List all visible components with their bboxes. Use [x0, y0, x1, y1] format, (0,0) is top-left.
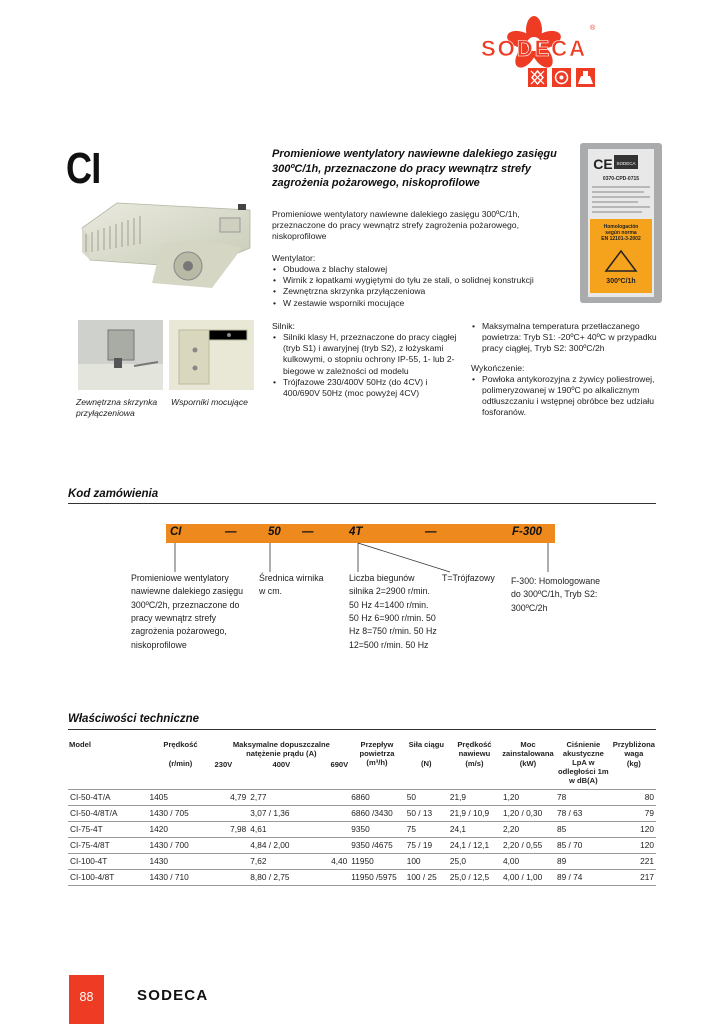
product-icons [528, 68, 595, 87]
cell-400v: 8,80 / 2,75 [248, 869, 310, 885]
list-item: • Powłoka antykorozyjna z żywicy poliestrowej, polimeryzowanej w 190ºC po alkalicznym odtłuszczaniu i wstępnej obróbce bez udziału fosforanów. [471, 374, 661, 419]
cell-690v [311, 869, 350, 885]
cell-power: 4,00 [501, 853, 555, 869]
cell-velocity: 24,1 / 12,1 [448, 837, 501, 853]
cell-power: 1,20 [501, 789, 555, 805]
svg-text:según norma: según norma [605, 230, 637, 236]
col-thrust: Siła ciągu (N) [408, 740, 445, 769]
product-photo [72, 148, 262, 303]
temperature-features [471, 321, 661, 355]
list-item: • Trójfazowe 230/400V 50Hz (do 4CV) i 400/690V 50Hz (moc powyżej 4CV) [272, 377, 462, 399]
order-code-diameter: 50 [268, 526, 281, 538]
svg-text:EN 12101-3-2002: EN 12101-3-2002 [601, 236, 641, 242]
col-noise: Ciśnienie akustyczne LpA w odległości 1m w dB(A) [558, 740, 609, 786]
cell-speed: 1430 [148, 853, 214, 869]
cell-690v [311, 789, 350, 805]
cell-model: CI-75-4/8T [68, 837, 148, 853]
col-weight: Przybliżona waga (kg) [612, 740, 655, 769]
cell-airflow: 9350 [349, 821, 404, 837]
cell-speed: 1405 [148, 789, 214, 805]
cell-noise: 78 / 63 [555, 805, 612, 821]
cell-noise: 85 / 70 [555, 837, 612, 853]
cell-690v [311, 805, 350, 821]
cell-airflow: 11950 [349, 853, 404, 869]
specs-table-body [68, 789, 656, 885]
cell-400v: 3,07 / 1,36 [248, 805, 310, 821]
order-desc-type: Promieniowe wentylatory nawiewne dalekiego zasięgu 300ºC/2h, przeznaczone do pracy wewnątrz strefy zagrożenia pożarowego, niskoprofilowe [131, 573, 243, 650]
cell-230v: 4,79 [214, 789, 249, 805]
list-item: • Zewnętrzna skrzynka przyłączeniowa [272, 286, 572, 297]
list-item: • Wirnik z łopatkami wygiętymi do tyłu ze stali, o solidnej konstrukcji [272, 275, 572, 286]
col-velocity: Prędkość nawiewu (m/s) [457, 740, 492, 769]
svg-text:SODECA: SODECA [137, 987, 209, 1002]
finish-features [471, 374, 661, 419]
product-title: Promieniowe wentylatory nawiewne dalekiego zasięgu 300ºC/1h, przeznaczone do pracy wewnątrz strefy zagrożenia pożarowego, niskoprofilowe [272, 148, 557, 190]
fan-heading: Wentylator: [272, 253, 316, 263]
motor-features [272, 332, 462, 399]
cell-400v: 2,77 [248, 789, 310, 805]
order-desc-poles: Liczba biegunów silnika 2=2900 r/min. 50 Hz 4=1400 r/min. 50 Hz 6=900 r/min. 50 Hz 8=750 r/min. 50 Hz 12=500 r/min. 50 Hz [349, 573, 437, 650]
cell-thrust: 100 / 25 [405, 869, 448, 885]
ce-mark: CE [593, 156, 613, 172]
cell-400v: 4,84 / 2,00 [248, 837, 310, 853]
col-speed: Prędkość (r/min) [163, 740, 198, 769]
cell-model: CI-100-4/8T [68, 869, 148, 885]
motor-heading: Silnik: [272, 321, 295, 331]
order-desc-diameter: Średnica wirnika w cm. [259, 573, 324, 597]
table-row [68, 869, 656, 885]
divider [68, 729, 656, 730]
cell-speed: 1420 [148, 821, 214, 837]
cell-noise: 89 / 74 [555, 869, 612, 885]
cell-thrust: 75 [405, 821, 448, 837]
cell-noise: 89 [555, 853, 612, 869]
col-current: Maksymalne dopuszczalne natężenie prądu (A) 230V 400V 690V [214, 740, 349, 770]
table-row [68, 853, 656, 869]
list-item: • Obudowa z blachy stalowej [272, 264, 572, 275]
table-header-row [68, 738, 656, 789]
cell-thrust: 100 [405, 853, 448, 869]
product-description: Promieniowe wentylatory nawiewne dalekiego zasięgu 300ºC/1h, przeznaczone do pracy wewnątrz strefy zagrożenia pożarowego, niskoprofilowe [272, 209, 520, 242]
cell-speed: 1430 / 700 [148, 837, 214, 853]
cell-airflow: 11950 /5975 [349, 869, 404, 885]
cell-690v: 4,40 [311, 853, 350, 869]
cell-230v [214, 805, 249, 821]
cell-power: 1,20 / 0,30 [501, 805, 555, 821]
cell-690v [311, 837, 350, 853]
col-airflow: Przepływ powietrza (m³/h) [359, 740, 395, 768]
page-number: 88 [79, 990, 94, 1004]
caption-terminal-box: Zewnętrzna skrzynka przyłączeniowa [76, 397, 158, 419]
logo-wordmark: SODECA [480, 36, 588, 61]
cell-velocity: 25,0 [448, 853, 501, 869]
order-desc-phase: T=Trójfazowy [442, 573, 495, 583]
cell-230v [214, 837, 249, 853]
table-row [68, 837, 656, 853]
terminal-box-photo [78, 320, 163, 390]
order-code-dash: — [225, 526, 237, 538]
cell-weight: 79 [612, 805, 656, 821]
table-row [68, 821, 656, 837]
cell-thrust: 50 / 13 [405, 805, 448, 821]
cell-noise: 85 [555, 821, 612, 837]
cell-400v: 4,61 [248, 821, 310, 837]
list-item: • Silniki klasy H, przeznaczone do pracy ciągłej (tryb S1) i awaryjnej (tryb S2), z łożyskami kulkowymi, o stopniu ochrony IP-55, 1- lub 2-biegowe w zależności od modelu [272, 332, 462, 377]
svg-text:Homologación: Homologación [603, 224, 639, 230]
cell-airflow: 6860 /3430 [349, 805, 404, 821]
list-item: • W zestawie wsporniki mocujące [272, 298, 572, 309]
cell-weight: 217 [612, 869, 656, 885]
cell-230v [214, 869, 249, 885]
cell-velocity: 25,0 / 12,5 [448, 869, 501, 885]
table-row [68, 789, 656, 805]
cell-weight: 80 [612, 789, 656, 805]
cell-230v: 7,98 [214, 821, 249, 837]
cell-model: CI-50-4T/A [68, 789, 148, 805]
caption-brackets: Wsporniki mocujące [171, 397, 248, 407]
temperature-finish-column [471, 321, 661, 418]
col-model: Model [69, 740, 91, 749]
finish-heading: Wykończenie: [471, 362, 525, 373]
order-code-poles: 4T [349, 526, 363, 538]
svg-text:SODECA: SODECA [616, 161, 636, 166]
list-item: • Maksymalna temperatura przetłaczanego powietrza: Tryb S1: -20ºC+ 40ºC w przypadku pracy ciągłej, Tryb S2: 300ºC/2h [471, 321, 661, 355]
cell-230v [214, 853, 249, 869]
specs-table [68, 738, 656, 886]
footer-logo [137, 986, 230, 1002]
cell-thrust: 50 [405, 789, 448, 805]
svg-text:300ºC/1h: 300ºC/1h [606, 278, 636, 285]
cell-velocity: 21,9 / 10,9 [448, 805, 501, 821]
certificate-label [580, 143, 662, 303]
fan-features [272, 264, 572, 309]
order-code-type: CI [170, 526, 182, 538]
cell-weight: 120 [612, 837, 656, 853]
order-code-dash: — [425, 526, 437, 538]
divider [68, 503, 656, 504]
cell-690v [311, 821, 350, 837]
col-power: Moc zainstalowana (kW) [502, 740, 554, 769]
cell-velocity: 24,1 [448, 821, 501, 837]
cell-speed: 1430 / 705 [148, 805, 214, 821]
order-code-dash: — [302, 526, 314, 538]
product-code: CI [66, 144, 101, 193]
order-code-homolog: F-300 [512, 526, 543, 538]
cell-thrust: 75 / 19 [405, 837, 448, 853]
cell-400v: 7,62 [248, 853, 310, 869]
ordering-heading: Kod zamówienia [68, 488, 159, 500]
cell-power: 2,20 [501, 821, 555, 837]
sodeca-logo [444, 14, 609, 114]
order-desc-homolog: F-300: Homologowane do 300ºC/1h, Tryb S2: 300ºC/2h [511, 576, 600, 613]
cell-power: 2,20 / 0,55 [501, 837, 555, 853]
specs-heading: Właściwości techniczne [68, 713, 200, 725]
cell-model: CI-100-4T [68, 853, 148, 869]
table-row [68, 805, 656, 821]
cell-weight: 221 [612, 853, 656, 869]
cell-airflow: 9350 /4675 [349, 837, 404, 853]
brackets-photo [169, 320, 254, 390]
cell-airflow: 6860 [349, 789, 404, 805]
cell-velocity: 21,9 [448, 789, 501, 805]
cell-model: CI-50-4/8T/A [68, 805, 148, 821]
svg-text:0370-CPD-0715: 0370-CPD-0715 [602, 176, 640, 182]
registered-mark: ® [590, 25, 596, 32]
cell-weight: 120 [612, 821, 656, 837]
cell-power: 4,00 / 1,00 [501, 869, 555, 885]
cell-speed: 1430 / 710 [148, 869, 214, 885]
cell-model: CI-75-4T [68, 821, 148, 837]
cell-noise: 78 [555, 789, 612, 805]
